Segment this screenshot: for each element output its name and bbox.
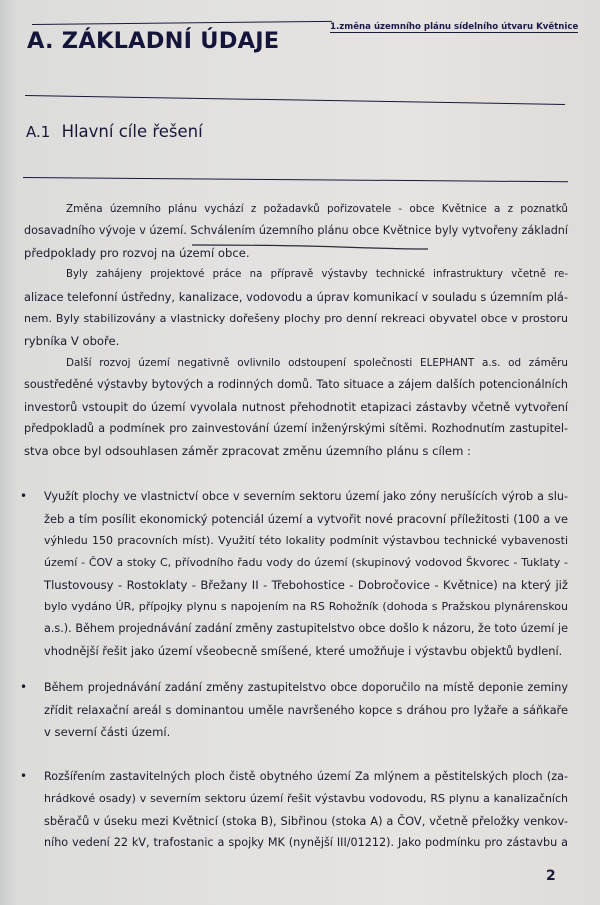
text-line: hrádkové osady) v severním sektoru území řešit výstavbu vodovodu, RS plynu a kanalizačních	[44, 792, 568, 805]
bullet-item	[44, 486, 568, 662]
text-line: dosavadního vývoje v území. Schválením územního plánu obce Květnice byly vytvořeny základní	[24, 224, 568, 237]
text-line: výhledu 150 pracovních míst). Využití této lokality podmínit výstavbou technické vybavenosti	[44, 534, 568, 547]
text-line: ního vedení 22 kV, trafostanic a spojky MK (nynější III/01212). Jako podmínku pro zástavbu a	[44, 836, 568, 849]
text-line: zřídit relaxační areál s dominantou uměle navršeného kopce s dráhou pro lyžaře a sáňkaře	[44, 703, 568, 717]
text-line: Během projednávání zadání změny zastupitelstvo obce doporučilo na místě deponie zeminy	[44, 681, 568, 694]
section-heading	[26, 122, 203, 141]
text-line: Tlustovousy - Rostoklaty - Břežany II - Třebohostice - Dobročovice - Květnice) na který již	[44, 578, 568, 592]
text-line: rybníka V oboře.	[24, 334, 120, 348]
chapter-heading: A. ZÁKLADNÍ ÚDAJE	[27, 28, 280, 54]
text-line: Rozšířením zastavitelných ploch čistě obytného území Za mlýnem a pěstitelských ploch (za-	[44, 770, 568, 783]
bullet-item	[44, 677, 568, 743]
text-line: nem. Byly stabilizovány a vlastnicky dořešeny plochy pro denní rekreaci obyvatel obce v prostoru	[24, 312, 568, 325]
heading-rule	[25, 95, 565, 105]
text-line: alizace telefonní ústředny, kanalizace, vodovodu a úprav komunikací v souladu s územním plá-	[24, 290, 568, 304]
bullet-icon: •	[20, 769, 28, 783]
section-number: A.1	[26, 123, 51, 141]
section-rule	[23, 177, 568, 182]
text-line: Změna územního plánu vychází z požadavků pořizovatele - obce Květnice a z poznatků	[66, 203, 568, 215]
text-line: sběračů v úseku mezi Květnicí (stoka B), Sibřinou (stoka A) a ČOV, včetně přeložky venkov-	[44, 814, 568, 828]
text-line: soustředěné výstavby bytových a rodinných domů. Tato situace a zájem dalších potencionálních	[24, 378, 568, 391]
text-line: investorů vstoupit do území vyvolala nutnost přehodnotit etapizaci zástavby včetně vytvoření	[24, 400, 568, 414]
page-number: 2	[546, 868, 556, 884]
text-line: Využít plochy ve vlastnictví obce v severním sektoru území jako zóny nerušících výrob a slu-	[44, 490, 568, 503]
bullet-item	[44, 766, 568, 854]
text-line: a.s.). Během projednávání zadání změny zastupitelstvo obce došlo k názoru, že toto území je	[44, 622, 568, 635]
handwritten-underline	[190, 243, 430, 251]
paragraph	[24, 264, 568, 352]
section-title: Hlavní cíle řešení	[61, 122, 203, 141]
text-line: předpoklady pro rozvoj na území obce.	[24, 246, 250, 260]
running-head: 1.změna územního plánu sídelního útvaru Květnice	[330, 22, 579, 32]
bullet-icon: •	[20, 489, 28, 503]
bullet-icon: •	[20, 680, 28, 694]
text-line: Další rozvoj území negativně ovlivnilo odstoupení společnosti ELEPHANT a.s. od záměru	[66, 357, 568, 369]
text-line: v severní části území.	[44, 725, 171, 739]
text-line: bylo vydáno ÚR, přípojky plynu s napojením na RS Rohožník (dohoda s Pražskou plynárenskou	[44, 600, 568, 613]
header-rule	[32, 21, 332, 25]
paragraph	[24, 198, 568, 264]
text-line: Byly zahájeny projektové práce na přípravě výstavby technické infrastruktury včetně re-	[66, 269, 568, 280]
text-line: předpokladů a podmínek pro zainvestování území inženýrskými sítěmi. Rozhodnutím zastupitel-	[24, 422, 568, 435]
paragraph	[24, 352, 568, 462]
text-line: žeb a tím posílit ekonomický potenciál území a vytvořit nové pracovní příležitosti (100 a ve	[44, 512, 568, 526]
text-line: stva obce byl odsouhlasen záměr zpracovat změnu územního plánu s cílem :	[24, 444, 471, 458]
text-line: území - ČOV a stoky C, přívodního řadu vody do území (skupinový vodovod Škvorec - Tuklaty -	[44, 556, 568, 569]
text-line: vhodnější řešit jako území všeobecně smíšené, které umožňuje i výstavbu objektů bydlení.	[44, 644, 563, 658]
